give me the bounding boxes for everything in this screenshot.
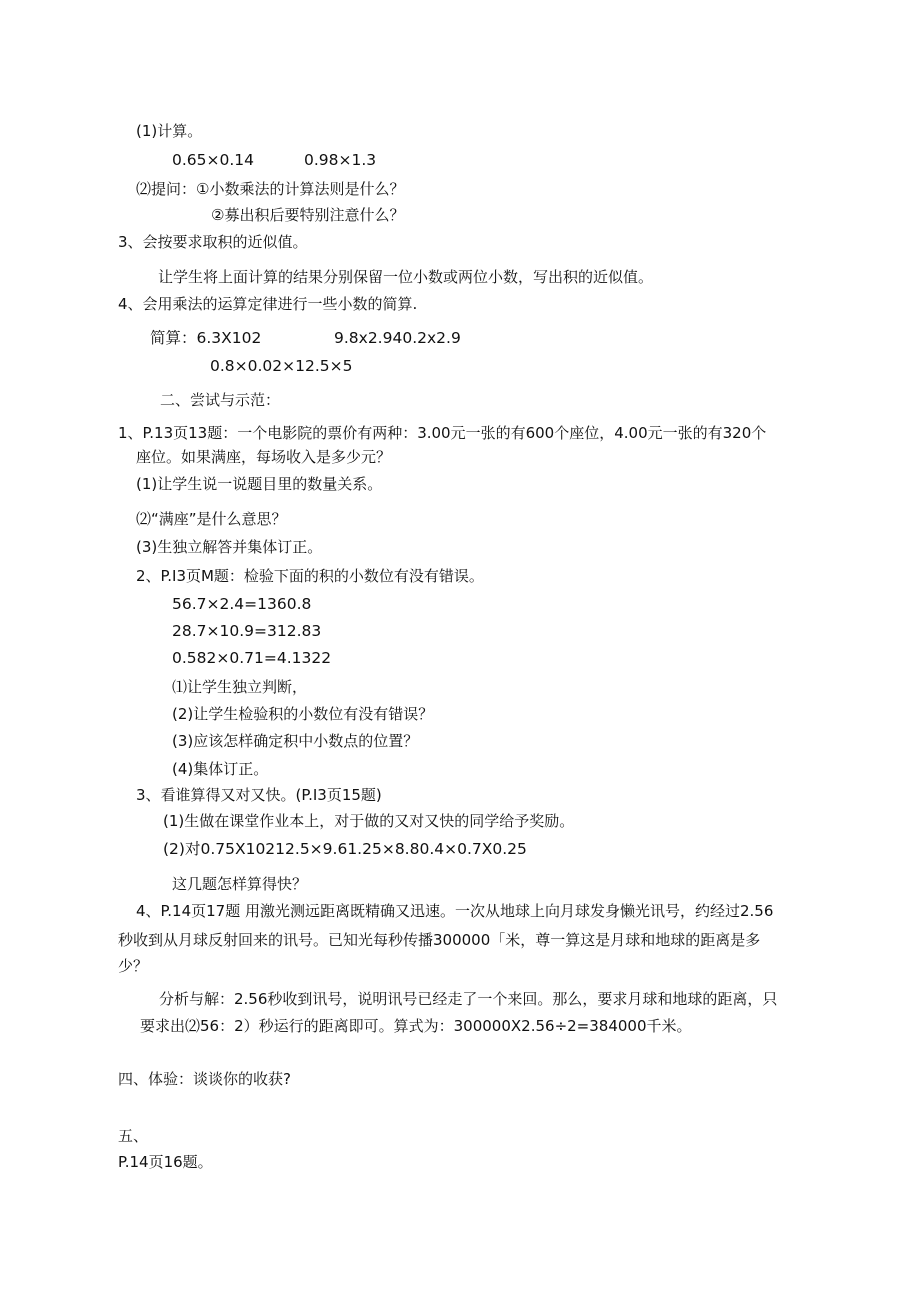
simplify-expr-a: 简算：6.3X102 <box>150 329 262 347</box>
simplify-expr-c: 0.8×0.02×12.5×5 <box>210 357 353 375</box>
problem-1-step-3: (3)生独立解答并集体订正。 <box>136 538 323 556</box>
expression-a: 0.65×0.14 <box>172 151 255 169</box>
problem-3-step-1: (1)生做在课堂作业本上，对于做的又对又快的同学给予奖励。 <box>163 812 575 830</box>
problem-2-step-4: (4)集体订正。 <box>172 760 269 778</box>
problem-2-step-3: (3)应该怎样确定积中小数点的位置？ <box>172 732 419 750</box>
part-4-heading: 四、体验：谈谈你的收获? <box>118 1070 291 1088</box>
section-3-heading: 3、会按要求取积的近似值。 <box>118 233 308 251</box>
problem-4-line-3: 少？ <box>118 957 149 975</box>
check-expr-3: 0.582×0.71=4.1322 <box>172 649 332 667</box>
part-5-content: P.14页16题。 <box>118 1153 213 1171</box>
problem-4-line-2: 秒收到从月球反射回来的讯号。已知光每秒传播300000「米，尊一算这是月球和地球的距离是多 <box>118 931 761 949</box>
part-2-heading: 二、尝试与示范： <box>160 391 281 409</box>
question-line-2: ②募出积后要特别注意什么？ <box>211 206 405 224</box>
question-line-1: ⑵提问：①小数乘法的计算法则是什么？ <box>136 180 405 198</box>
part-5-heading: 五、 <box>118 1127 149 1145</box>
check-expr-1: 56.7×2.4=1360.8 <box>172 595 312 613</box>
analysis-line-1: 分析与解：2.56秒收到讯号，说明讯号已经走了一个来回。那么，要求月球和地球的距离，只 <box>159 990 778 1008</box>
problem-1-step-2: ⑵“满座”是什么意思？ <box>136 510 287 528</box>
problem-1-line-1: 1、P.13页13题：一个电影院的票价有两种：3.00元一张的有600个座位，4.00元一张的有320个 <box>118 424 767 442</box>
problem-1-step-1: (1)让学生说一说题目里的数量关系。 <box>136 475 383 493</box>
check-expr-2: 28.7×10.9=312.83 <box>172 622 322 640</box>
problem-3-heading: 3、看谁算得又对又快。(P.I3页15题) <box>136 786 382 804</box>
problem-3-step-2: (2)对0.75X10212.5×9.61.25×8.80.4×0.7X0.25 <box>163 840 527 858</box>
problem-3-question: 这几题怎样算得快？ <box>172 875 308 893</box>
expression-b: 0.98×1.3 <box>304 151 377 169</box>
item-1-calc: (1)计算。 <box>136 122 203 140</box>
approx-instruction: 让学生将上面计算的结果分别保留一位小数或两位小数，写出积的近似值。 <box>158 268 654 286</box>
problem-2-step-2: (2)让学生检验积的小数位有没有错误？ <box>172 705 434 723</box>
problem-2-heading: 2、P.I3页M题：检验下面的积的小数位有没有错误。 <box>136 567 484 585</box>
section-4-heading: 4、会用乘法的运算定律进行一些小数的简算. <box>118 295 418 313</box>
analysis-line-2: 要求出⑵56：2）秒运行的距离即可。算式为：300000X2.56÷2=384000千米。 <box>140 1017 692 1035</box>
problem-2-step-1: ⑴让学生独立判断， <box>172 678 308 696</box>
problem-4-line-1: 4、P.14页17题 用激光测远距离既精确又迅速。一次从地球上向月球发身懒光讯号，约经过2.56 <box>136 902 774 920</box>
problem-1-line-2: 座位。如果满座，每场收入是多少元？ <box>136 448 392 466</box>
simplify-expr-b: 9.8x2.940.2x2.9 <box>334 329 461 347</box>
